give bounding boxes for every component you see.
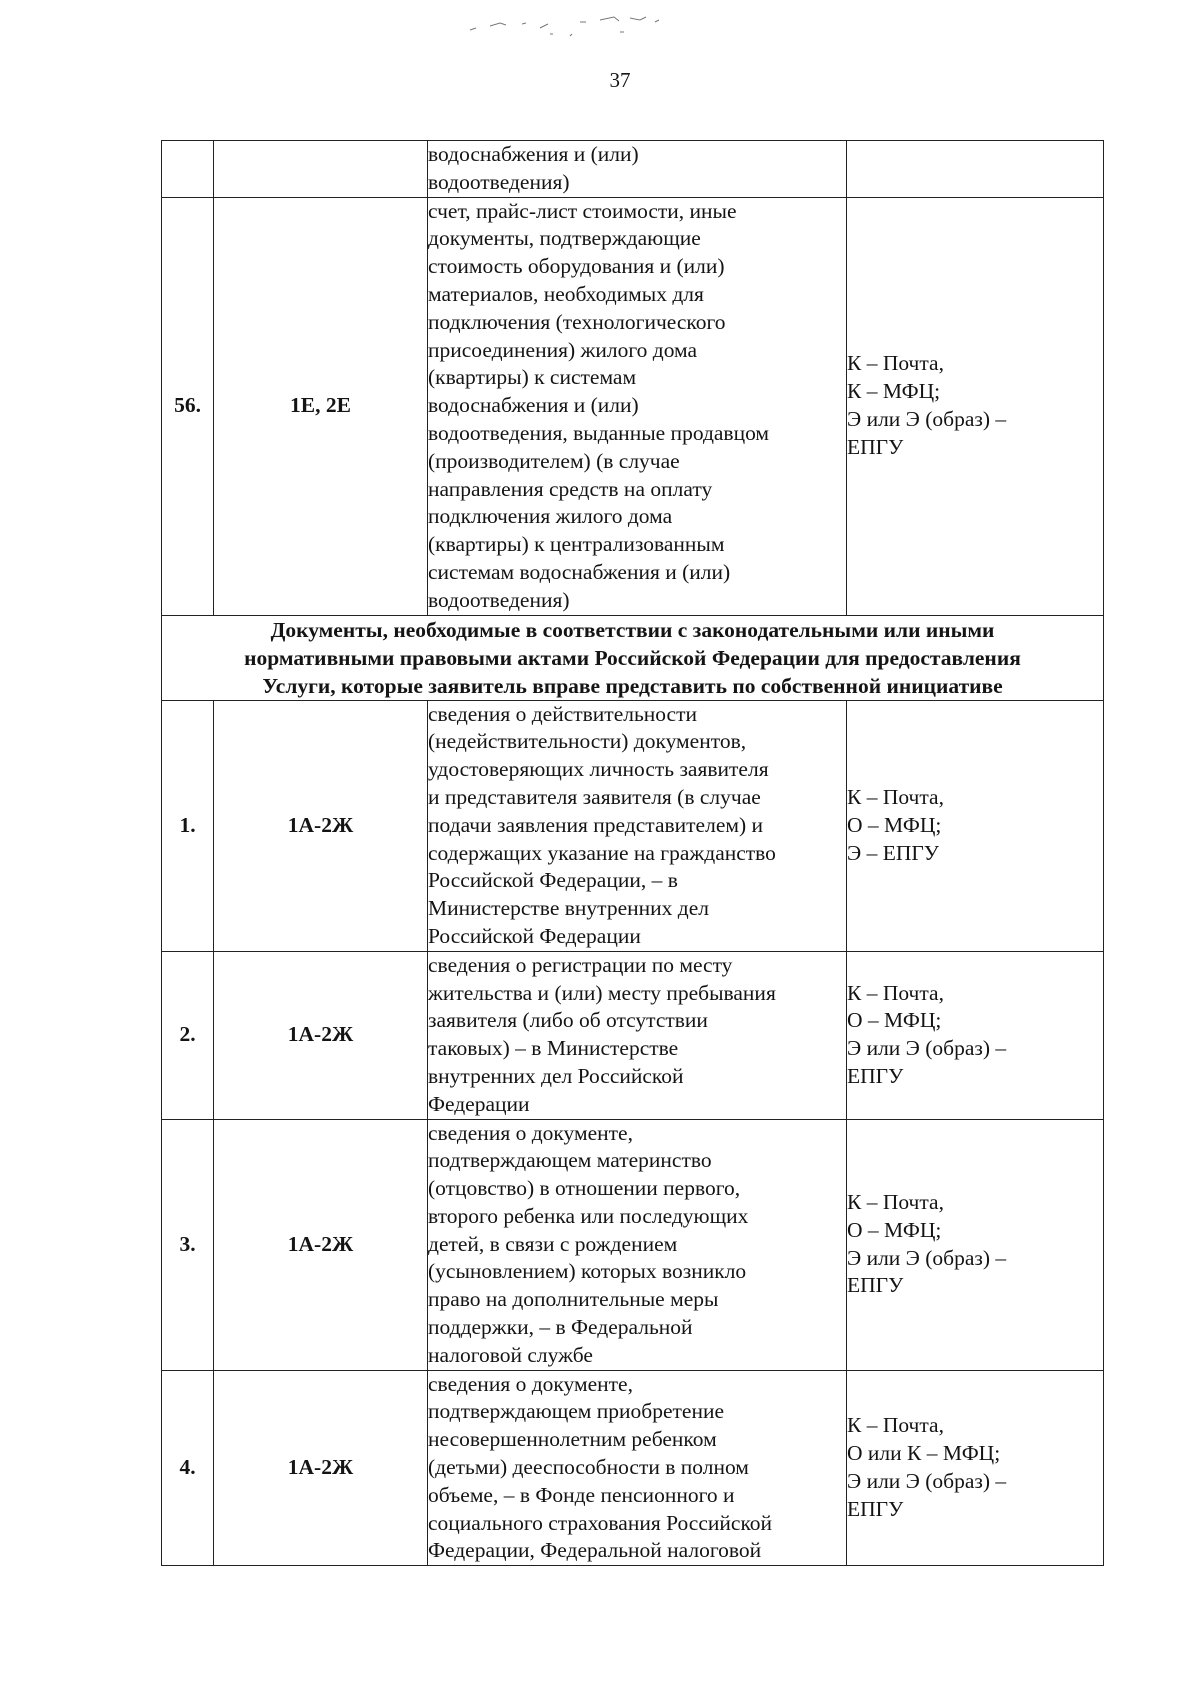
document-name-line: (квартиры) к системам xyxy=(428,365,637,390)
row-submission-method xyxy=(847,141,1104,198)
document-name-line: таковых) – в Министерстве xyxy=(428,1036,679,1061)
row-document-name xyxy=(428,141,847,198)
submission-method-line: ЕПГУ xyxy=(847,434,904,459)
document-name-line: содержащих указание на гражданство xyxy=(428,840,776,865)
document-name-line: объеме, – в Фонде пенсионного и xyxy=(428,1482,735,1507)
row-applicant-code: 1А-2Ж xyxy=(214,1119,428,1370)
document-name-line: (квартиры) к централизованным xyxy=(428,532,725,557)
page-number: 37 xyxy=(609,68,631,92)
document-name-line: водоотведения) xyxy=(428,169,570,194)
document-name-line: второго ребенка или последующих xyxy=(428,1203,749,1228)
submission-method-line: ЕПГУ xyxy=(847,1496,904,1521)
document-name-line: материалов, необходимых для xyxy=(428,281,704,306)
submission-method-line: К – Почта, xyxy=(847,784,944,809)
document-name-line: заявителя (либо об отсутствии xyxy=(428,1008,708,1033)
document-name-line: сведения о документе, xyxy=(428,1371,633,1396)
table-row xyxy=(162,1119,1104,1370)
table-row xyxy=(162,951,1104,1119)
submission-method-line: О – МФЦ; xyxy=(847,812,942,837)
document-name-line: детей, в связи с рождением xyxy=(428,1231,678,1256)
document-name-line: направления средств на оплату xyxy=(428,476,713,501)
document-name-line: счет, прайс-лист стоимости, иные xyxy=(428,198,737,223)
document-name-line: сведения о регистрации по месту xyxy=(428,952,733,977)
submission-method-line: К – Почта, xyxy=(847,980,944,1005)
document-name-line: несовершеннолетним ребенком xyxy=(428,1427,717,1452)
table-row xyxy=(162,197,1104,615)
row-number: 3. xyxy=(162,1119,214,1370)
table-row xyxy=(162,700,1104,951)
submission-method-line: К – МФЦ; xyxy=(847,379,941,404)
document-name-line: Российской Федерации xyxy=(428,923,641,948)
row-applicant-code: 1Е, 2Е xyxy=(214,197,428,615)
row-submission-method xyxy=(847,700,1104,951)
submission-method-line: ЕПГУ xyxy=(847,1063,904,1088)
row-applicant-code xyxy=(214,141,428,198)
document-name-line: водоснабжения и (или) xyxy=(428,142,639,166)
document-name-line: подачи заявления представителем) и xyxy=(428,812,764,837)
row-document-name xyxy=(428,1370,847,1566)
document-name-line: (производителем) (в случае xyxy=(428,448,680,473)
document-name-line: (детьми) дееспособности в полном xyxy=(428,1455,749,1480)
document-name-line: документы, подтверждающие xyxy=(428,226,701,251)
document-name-line: Российской Федерации, – в xyxy=(428,868,678,893)
submission-method-line: К – Почта, xyxy=(847,1189,944,1214)
section-header-line: нормативными правовыми актами Российской Федерации для предоставления xyxy=(244,645,1021,670)
row-number: 2. xyxy=(162,951,214,1119)
submission-method-line: О – МФЦ; xyxy=(847,1217,942,1242)
table-body-bottom xyxy=(162,700,1104,1566)
document-name-line: сведения о действительности xyxy=(428,701,698,726)
row-document-name xyxy=(428,951,847,1119)
document-name-line: (отцовство) в отношении первого, xyxy=(428,1176,741,1201)
document-name-line: Министерстве внутренних дел xyxy=(428,896,709,921)
document-name-line: сведения о документе, xyxy=(428,1120,633,1145)
table-row xyxy=(162,141,1104,198)
submission-method-line: К – Почта, xyxy=(847,1413,944,1438)
document-name-line: поддержки, – в Федеральной xyxy=(428,1315,693,1340)
document-name-line: водоснабжения и (или) xyxy=(428,393,639,418)
document-name-line: и представителя заявителя (в случае xyxy=(428,784,761,809)
document-name-line: (усыновлением) которых возникло xyxy=(428,1259,747,1284)
document-name-line: подключения жилого дома xyxy=(428,504,673,529)
document-name-line: налоговой службе xyxy=(428,1342,593,1367)
documents-table xyxy=(161,140,1104,1566)
submission-method-line: Э – ЕПГУ xyxy=(847,840,940,865)
submission-method-line: Э или Э (образ) – xyxy=(847,407,1007,432)
submission-method-line: Э или Э (образ) – xyxy=(847,1245,1007,1270)
row-number: 56. xyxy=(162,197,214,615)
document-name-line: подтверждающем материнство xyxy=(428,1148,712,1173)
row-number: 4. xyxy=(162,1370,214,1566)
document-name-line: стоимость оборудования и (или) xyxy=(428,254,725,279)
submission-method-line: О или К – МФЦ; xyxy=(847,1441,1001,1466)
row-document-name xyxy=(428,197,847,615)
document-name-line: водоотведения, выданные продавцом xyxy=(428,420,770,445)
row-submission-method xyxy=(847,1370,1104,1566)
scan-noise-marks xyxy=(430,8,760,38)
section-header-line: Документы, необходимые в соответствии с законодательными или иными xyxy=(270,617,995,642)
document-name-line: социального страхования Российской xyxy=(428,1510,773,1535)
row-document-name xyxy=(428,700,847,951)
document-name-line: право на дополнительные меры xyxy=(428,1287,719,1312)
row-applicant-code: 1А-2Ж xyxy=(214,951,428,1119)
document-name-line: Федерации xyxy=(428,1091,530,1116)
row-number xyxy=(162,141,214,198)
submission-method-line: К – Почта, xyxy=(847,351,944,376)
document-name-line: подключения (технологического xyxy=(428,309,726,334)
row-applicant-code: 1А-2Ж xyxy=(214,700,428,951)
table-row xyxy=(162,1370,1104,1566)
section-header-body xyxy=(162,615,1104,700)
document-name-line: системам водоснабжения и (или) xyxy=(428,559,731,584)
section-header xyxy=(162,615,1104,700)
submission-method-line: Э или Э (образ) – xyxy=(847,1468,1007,1493)
row-number: 1. xyxy=(162,700,214,951)
row-applicant-code: 1А-2Ж xyxy=(214,1370,428,1566)
submission-method-line: О – МФЦ; xyxy=(847,1008,942,1033)
row-submission-method xyxy=(847,951,1104,1119)
section-header-line: Услуги, которые заявитель вправе представить по собственной инициативе xyxy=(262,673,1003,698)
document-name-line: внутренних дел Российской xyxy=(428,1063,684,1088)
document-name-line: присоединения) жилого дома xyxy=(428,337,698,362)
submission-method-line: Э или Э (образ) – xyxy=(847,1036,1007,1061)
row-submission-method xyxy=(847,197,1104,615)
table-body-top xyxy=(162,141,1104,616)
document-name-line: водоотведения) xyxy=(428,587,570,612)
document-name-line: (недействительности) документов, xyxy=(428,729,747,754)
document-name-line: подтверждающем приобретение xyxy=(428,1399,725,1424)
document-name-line: удостоверяющих личность заявителя xyxy=(428,757,769,782)
section-header-row xyxy=(162,615,1104,700)
document-name-line: жительства и (или) месту пребывания xyxy=(428,980,776,1005)
row-document-name xyxy=(428,1119,847,1370)
submission-method-line: ЕПГУ xyxy=(847,1273,904,1298)
document-name-line: Федерации, Федеральной налоговой xyxy=(428,1538,762,1563)
row-submission-method xyxy=(847,1119,1104,1370)
